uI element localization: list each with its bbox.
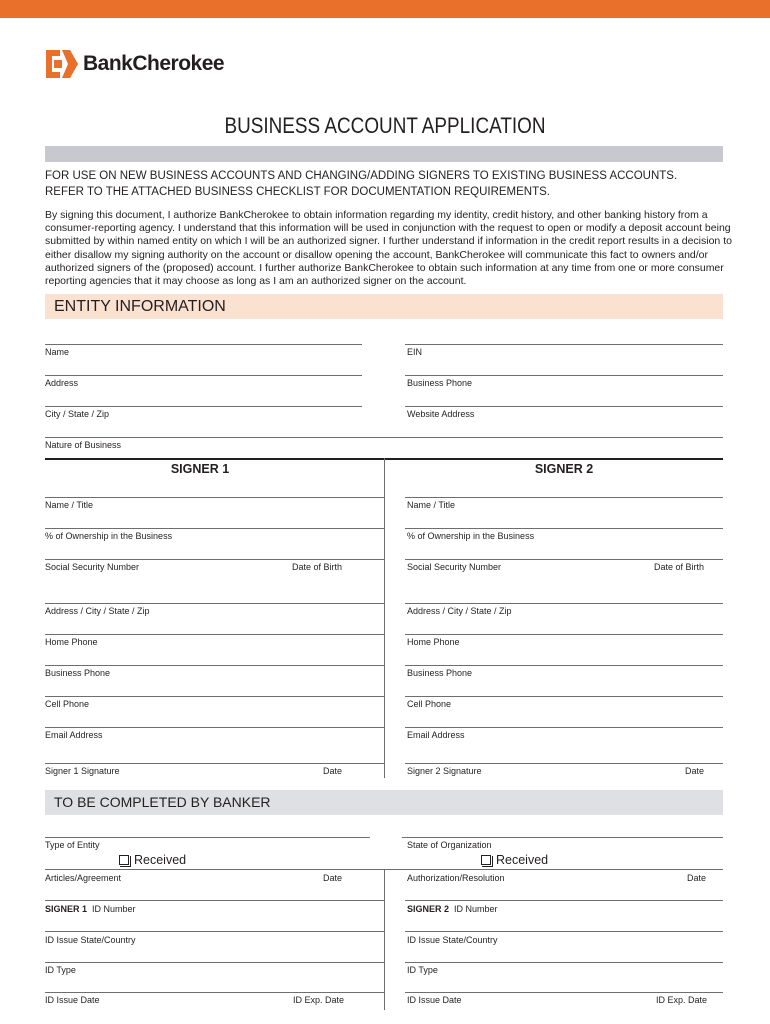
signer2-cell-phone-field[interactable] [405,696,723,697]
signer2-address-field[interactable] [405,603,723,604]
entity-address-field[interactable] [45,375,362,376]
signer1-home-phone-field[interactable] [45,634,384,635]
signer1-signature-field[interactable] [45,763,384,764]
signers-column-divider [384,458,385,778]
received-label: Received [496,853,549,867]
signer1-address-label: Address / City / State / Zip [45,606,150,616]
brand-logo [44,46,224,82]
signer2-id-type-label: ID Type [407,965,438,975]
received-authorization-checkbox[interactable] [481,853,548,867]
signer2-id-type-field[interactable] [405,962,723,963]
banker-signer2-tag: SIGNER 2 [407,904,450,914]
entity-city-state-zip-field[interactable] [45,406,362,407]
checkbox-icon [119,855,129,865]
entity-name-label: Name [45,347,70,357]
signer2-ownership-field[interactable] [405,528,723,529]
signer1-id-issue-date-label: ID Issue Date [45,995,100,1005]
state-of-organization-label: State of Organization [407,840,492,850]
signer1-name-field[interactable] [45,497,384,498]
signer1-ownership-field[interactable] [45,528,384,529]
entity-section-heading: ENTITY INFORMATION [45,294,723,319]
banker-signer2-id-label [407,904,498,914]
signer1-id-issue-state-label: ID Issue State/Country [45,935,136,945]
received-label: Received [134,853,187,867]
signer1-email-label: Email Address [45,730,103,740]
entity-address-label: Address [45,378,79,388]
instruction-line: REFER TO THE ATTACHED BUSINESS CHECKLIST FOR DOCUMENTATION REQUIREMENTS. [45,186,550,198]
signer2-id-number-field[interactable] [405,900,723,901]
signer2-dob-label: Date of Birth [654,562,705,572]
entity-city-state-zip-label: City / State / Zip [45,409,110,419]
signer2-home-phone-field[interactable] [405,634,723,635]
signer2-email-label: Email Address [407,730,465,740]
entity-name-field[interactable] [45,344,362,345]
signer1-id-number-field[interactable] [45,900,384,901]
signer1-ownership-label: % of Ownership in the Business [45,531,173,541]
signer2-id-issue-state-field[interactable] [405,931,723,932]
banker-signer1-id-label [45,904,136,914]
entity-website-field[interactable] [405,406,723,407]
signer2-email-field[interactable] [405,727,723,728]
type-of-entity-label: Type of Entity [45,840,100,850]
entity-website-label: Website Address [407,409,475,419]
signer1-business-phone-field[interactable] [45,665,384,666]
authorization-label: Authorization/Resolution [407,873,505,883]
signer2-name-field[interactable] [405,497,723,498]
signer1-cell-phone-field[interactable] [45,696,384,697]
banker-signer1-id-text: ID Number [92,904,136,914]
entity-business-phone-field[interactable] [405,375,723,376]
entity-ein-field[interactable] [405,344,723,345]
entity-nature-field[interactable] [45,437,723,438]
banker-signer1-tag: SIGNER 1 [45,904,88,914]
signer1-home-phone-label: Home Phone [45,637,98,647]
signer1-cell-phone-label: Cell Phone [45,699,90,709]
banker-section-heading: TO BE COMPLETED BY BANKER [45,790,723,815]
signer1-signature-label: Signer 1 Signature [45,766,120,776]
signer2-business-phone-label: Business Phone [407,668,473,678]
signer2-id-exp-date-label: ID Exp. Date [656,995,708,1005]
signer1-id-type-field[interactable] [45,962,384,963]
signer1-date-label: Date [323,766,343,776]
signer2-address-label: Address / City / State / Zip [407,606,512,616]
signer2-name-label: Name / Title [407,500,456,510]
state-of-organization-field[interactable] [402,837,723,838]
banker-signer2-id-text: ID Number [454,904,498,914]
signer2-id-issue-date-label: ID Issue Date [407,995,462,1005]
signer1-ssn-label: Social Security Number [45,562,140,572]
top-accent-bar [0,0,770,18]
signer1-email-field[interactable] [45,727,384,728]
consent-paragraph: By signing this document, I authorize BankCherokee to obtain information regarding my identity, credit history, and other banking history from a consumer-reporting agency. I understand that this information will be used in conjunction with the request to open or modify a deposit account being submitted by within named entity on which I will be an authorized signer. I further understand if information in the credit report results in a decision to either disallow my signing authority on the account or disallow opening the account, BankCherokee will communicate this fact to owners and/or authorized signers of the (proposed) account. I further authorize BankCherokee to obtain such information at any time from one or more consumer reporting agencies that it may choose as long as I am an authorized signer on the account. [45,209,732,288]
signer1-id-issue-state-field[interactable] [45,931,384,932]
signer1-dob-label: Date of Birth [292,562,343,572]
page-title: BUSINESS ACCOUNT APPLICATION [224,113,546,138]
signer2-cell-phone-label: Cell Phone [407,699,452,709]
authorization-date-label: Date [687,873,707,883]
signer1-id-type-label: ID Type [45,965,76,975]
signer1-address-field[interactable] [45,603,384,604]
signer1-id-dates-field[interactable] [45,992,384,993]
entity-nature-label: Nature of Business [45,440,122,450]
signer2-id-dates-field[interactable] [405,992,723,993]
signer2-signature-label: Signer 2 Signature [407,766,482,776]
bankcherokee-logo-icon [44,46,80,82]
entity-business-phone-label: Business Phone [407,378,473,388]
signer2-home-phone-label: Home Phone [407,637,460,647]
signer2-business-phone-field[interactable] [405,665,723,666]
signer2-date-label: Date [685,766,705,776]
signer2-id-issue-state-label: ID Issue State/Country [407,935,498,945]
signer1-business-phone-label: Business Phone [45,668,111,678]
signer1-ssn-field[interactable] [45,559,384,560]
signer2-heading: SIGNER 2 [534,462,594,476]
articles-label: Articles/Agreement [45,873,122,883]
checkbox-icon [481,855,491,865]
signer1-id-exp-date-label: ID Exp. Date [293,995,345,1005]
instruction-line: FOR USE ON NEW BUSINESS ACCOUNTS AND CHANGING/ADDING SIGNERS TO EXISTING BUSINESS ACCOUNTS. [45,170,678,182]
signer2-signature-field[interactable] [405,763,723,764]
signer2-ownership-label: % of Ownership in the Business [407,531,535,541]
title-divider-bar [45,146,723,162]
banker-column-divider [384,869,385,1010]
signer2-ssn-label: Social Security Number [407,562,502,572]
entity-ein-label: EIN [407,347,423,357]
signer1-name-label: Name / Title [45,500,94,510]
instructions [45,168,677,200]
received-articles-checkbox[interactable] [119,853,186,867]
brand-name: BankCherokee [83,52,225,75]
signer2-ssn-field[interactable] [405,559,723,560]
signer1-heading: SIGNER 1 [170,462,230,476]
articles-date-label: Date [323,873,343,883]
type-of-entity-field[interactable] [45,837,370,838]
